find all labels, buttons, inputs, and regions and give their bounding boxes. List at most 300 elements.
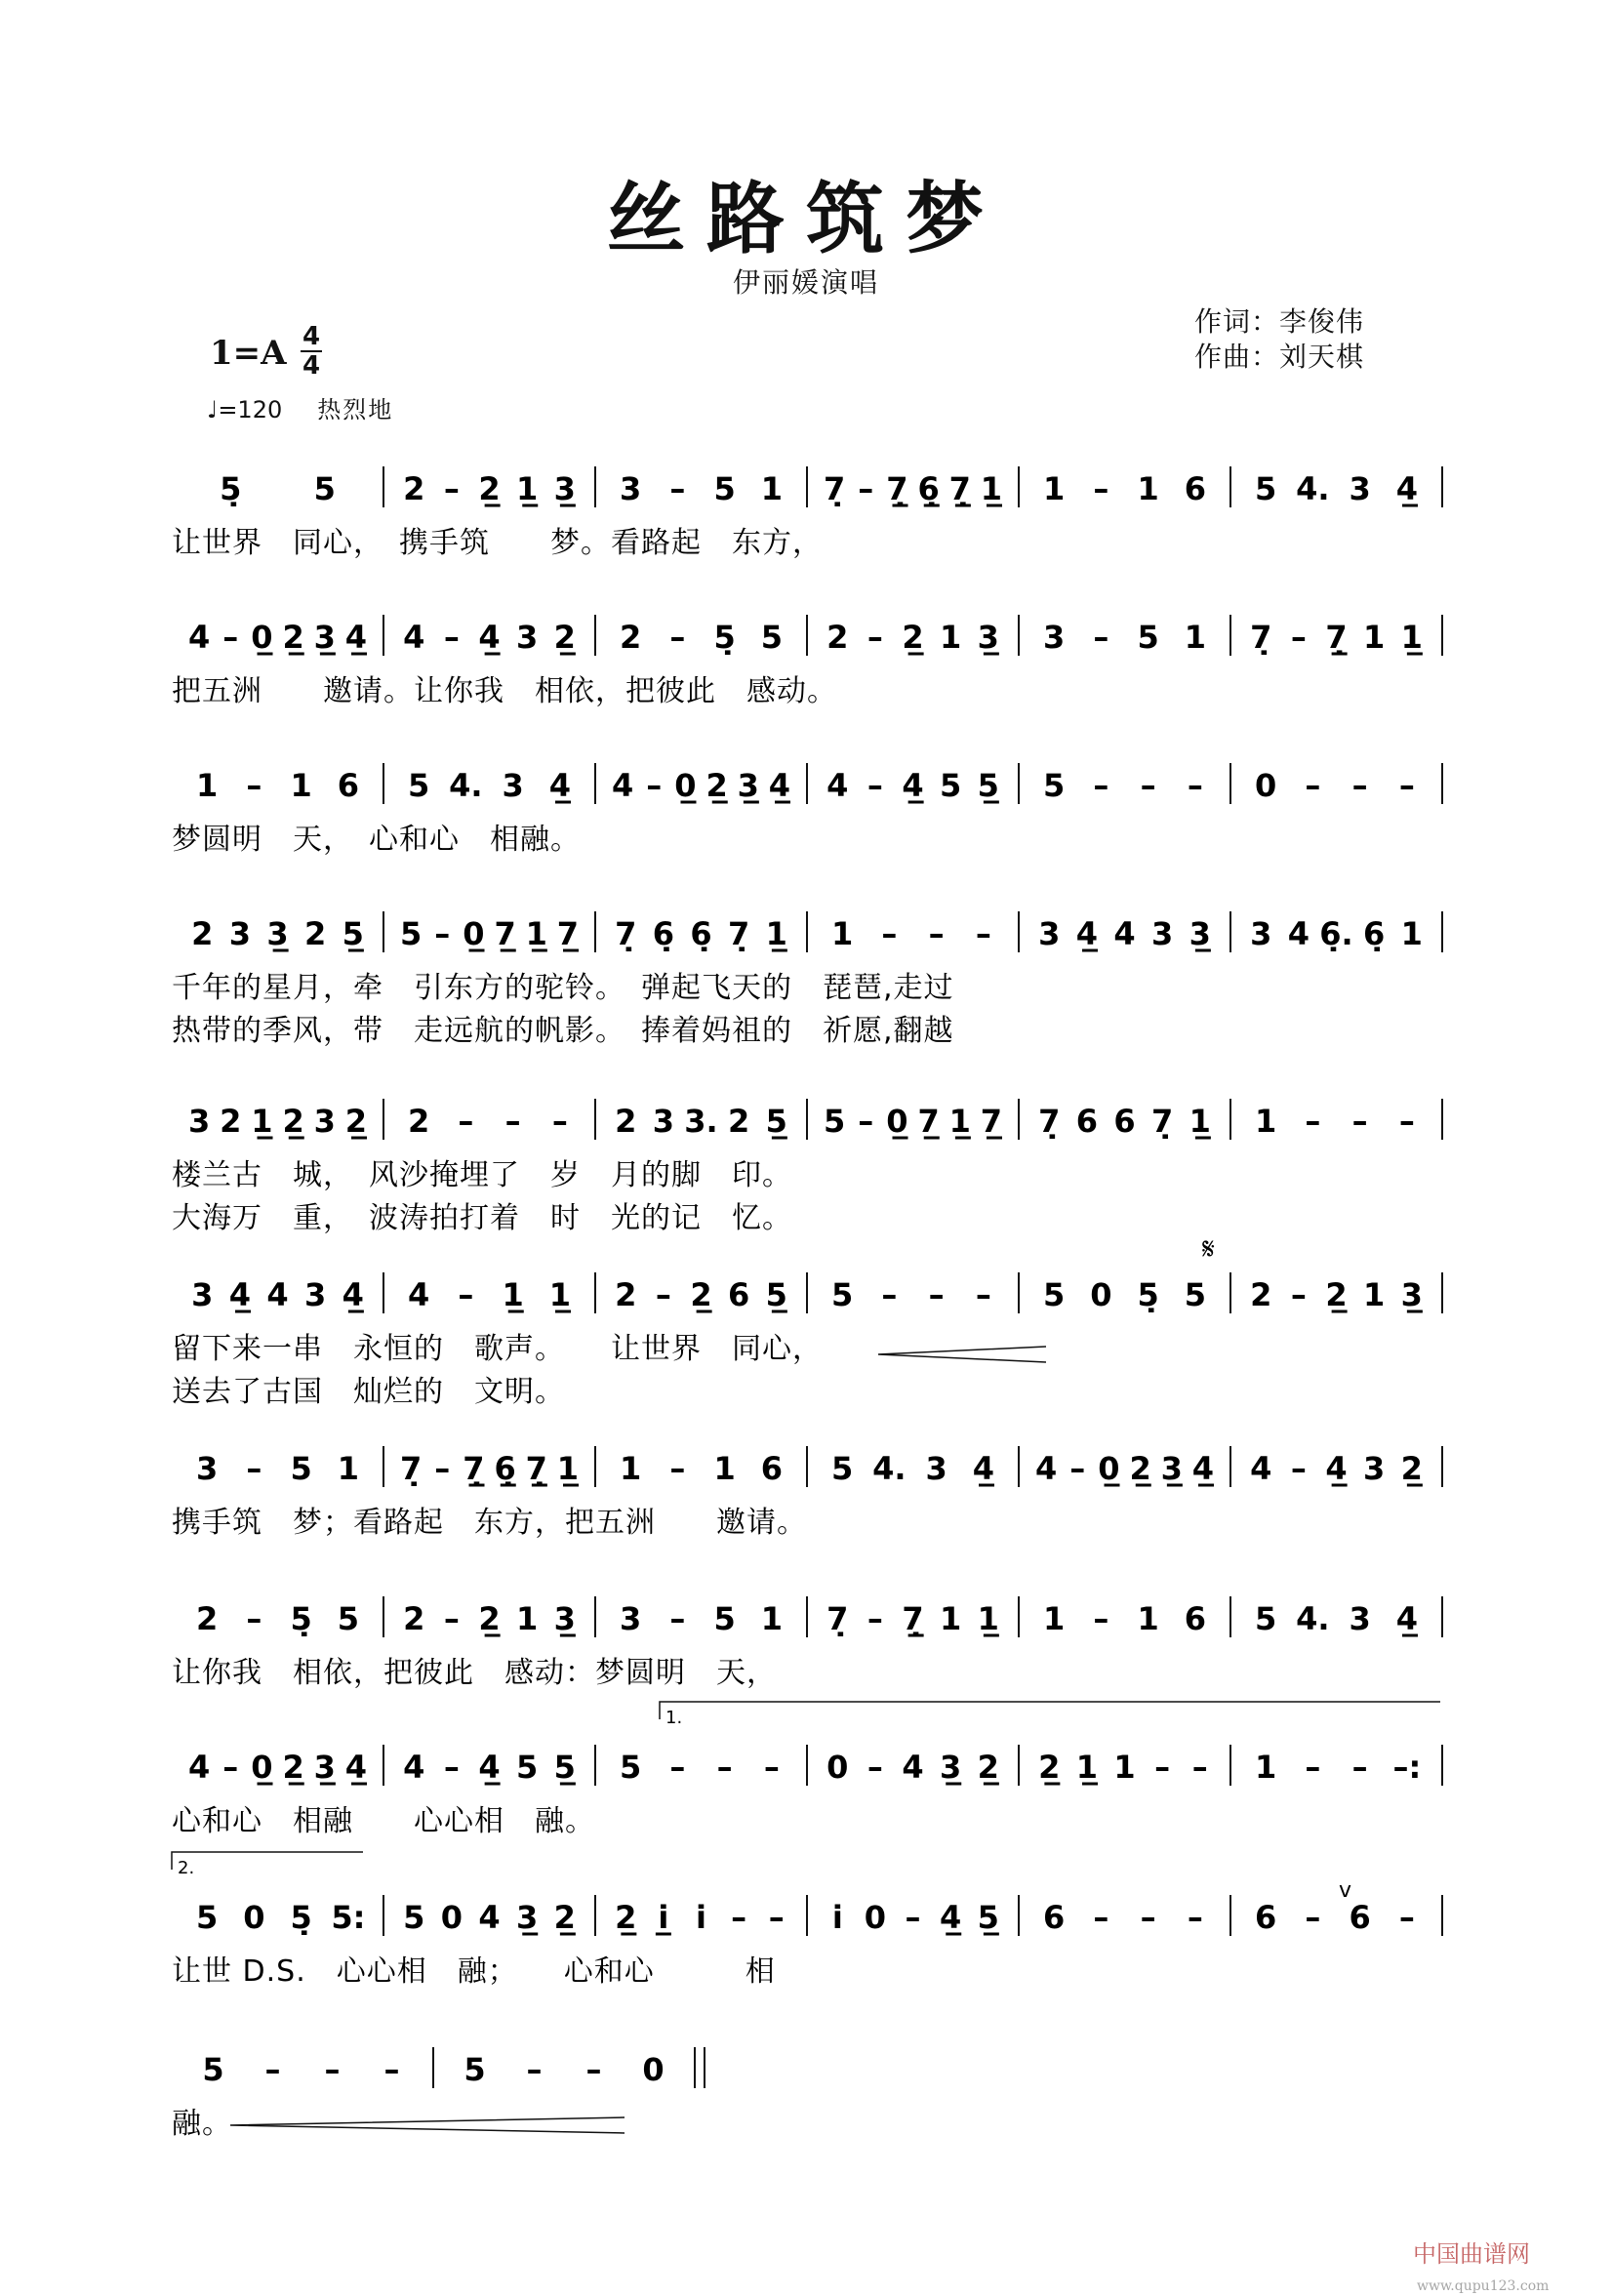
note: 6 [337, 767, 360, 804]
watermark-brand: 中国曲谱网 [1413, 2240, 1530, 2268]
note: 1 [619, 1450, 642, 1487]
note: 5 [337, 1600, 360, 1637]
note: – [1140, 1899, 1156, 1936]
note: 4̲ [228, 1276, 252, 1313]
note: 2 [407, 1103, 430, 1140]
note: 4 [902, 1749, 924, 1786]
note: 2 [1250, 1276, 1272, 1313]
note: 5̣ [290, 1600, 312, 1637]
note: 6̲̣ [494, 1450, 516, 1487]
note: 1 [713, 1450, 736, 1487]
note: 5 [823, 1103, 846, 1140]
note: 1̲ [502, 1276, 524, 1313]
volta-bracket [172, 1852, 363, 1870]
note: 5̣ [290, 1899, 312, 1936]
lyric-line: 留下来一串 永恒的 歌声。 让世界 同心， [172, 1332, 823, 1366]
note: 2 [619, 619, 642, 656]
note: 1 [515, 1600, 539, 1637]
note: – [526, 2051, 543, 2088]
key-signature: 1=A [210, 334, 287, 373]
note: 1 [1400, 915, 1423, 952]
note: 5 [403, 1899, 425, 1936]
note: 3̲ [1189, 915, 1211, 952]
tempo-value: ♩=120 [207, 396, 283, 423]
note: 4 [1287, 915, 1310, 952]
note: 3 [925, 1450, 947, 1487]
note: 4̲ [1191, 1450, 1215, 1487]
note: 3 [195, 1450, 219, 1487]
note: 7̣ [399, 1450, 423, 1487]
lyric-line: 心和心 相融 心心相 融。 [172, 1804, 595, 1838]
note: 4 [1034, 1450, 1058, 1487]
note: 7̲ [917, 1103, 940, 1140]
note: 0̲ [886, 1103, 908, 1140]
note: 0̲ [674, 767, 697, 804]
lyric-line: 让你我 相依，把彼此 感动：梦圆明 天， [172, 1656, 777, 1690]
note: – [1305, 1899, 1321, 1936]
note: – [1290, 1450, 1307, 1487]
note: i [831, 1899, 843, 1936]
note: 7̲ [980, 1103, 1003, 1140]
note: 2 [220, 1103, 242, 1140]
composer-credit: 作曲：刘天棋 [1194, 341, 1365, 373]
note: 6 [1075, 1103, 1099, 1140]
note: 4 [403, 619, 425, 656]
note: 1̲ [556, 1450, 580, 1487]
note: 2̲ [282, 619, 304, 656]
note: – [1093, 1899, 1109, 1936]
lyric-line: 千年的星月，牵 引东方的驼铃。 弹起飞天的 琵琶,走过 [172, 971, 954, 1005]
note: 2̲ [282, 1103, 304, 1140]
note: 1 [1137, 470, 1159, 507]
time-signature-top: 4 [302, 322, 321, 351]
note: 4̲ [1325, 1450, 1348, 1487]
volta-number: 2. [178, 1858, 195, 1878]
note: 5 [313, 470, 336, 507]
note: – [434, 1450, 451, 1487]
note: 5̣ [220, 470, 242, 507]
note: – [905, 1899, 921, 1936]
note: 5 [1254, 470, 1277, 507]
note: 2̲ [553, 619, 576, 656]
note: 2 [727, 1103, 750, 1140]
note: 4. [449, 767, 483, 804]
note: 1 [830, 915, 854, 952]
note: 5 [760, 619, 784, 656]
note: 7̣ [1250, 619, 1272, 656]
note: 7̲̣ [1325, 619, 1348, 656]
note: 5 [463, 2051, 486, 2088]
note: – [1398, 767, 1415, 804]
note: 4̲ [478, 619, 501, 656]
note: 1 [1042, 470, 1066, 507]
lyric-line: 携手筑 梦；看路起 东方，把五洲 邀请。 [172, 1506, 807, 1540]
note: – [669, 1600, 686, 1637]
lyric-line: 热带的季风，带 走远航的帆影。 捧着妈祖的 祈愿,翻越 [172, 1014, 954, 1048]
note: 4̲ [768, 767, 791, 804]
note: 4 [187, 1749, 211, 1786]
note: 2 [303, 915, 327, 952]
note: 2̲ [615, 1899, 637, 1936]
note: 3̲ [553, 1600, 576, 1637]
note: 2 [403, 1600, 425, 1637]
note: 4 [1250, 1450, 1272, 1487]
note: 3 [303, 1276, 327, 1313]
note: 2̲ [690, 1276, 712, 1313]
note: 6̣ [652, 915, 675, 952]
note: – [928, 915, 945, 952]
note: – [443, 1600, 460, 1637]
note: 6 [760, 1450, 784, 1487]
segno-sign: 𝄋 [1202, 1232, 1215, 1267]
note: i̲ [658, 1899, 669, 1936]
note: 3̲ [553, 470, 576, 507]
note: 1 [290, 767, 312, 804]
note: – [975, 1276, 991, 1313]
note: 6 [1184, 1600, 1207, 1637]
note: 5̲ [765, 1103, 787, 1140]
note: 1̲ [515, 470, 539, 507]
note: – [669, 1749, 686, 1786]
note: 3̲ [737, 767, 759, 804]
note: – [731, 1899, 747, 1936]
note: 3̲ [977, 619, 999, 656]
note: – [655, 1276, 671, 1313]
note: 6̣ [690, 915, 712, 952]
note: – [1351, 767, 1368, 804]
note: 0̲ [251, 619, 273, 656]
note: 7̣ [826, 1600, 849, 1637]
note: 5̲ [553, 1749, 576, 1786]
note: – [551, 1103, 568, 1140]
note: 1 [1362, 1276, 1386, 1313]
note: – [1351, 1103, 1368, 1140]
note: 0̲ [1098, 1450, 1120, 1487]
note: 5 [1042, 767, 1066, 804]
note: 7̲̣ [463, 1450, 485, 1487]
note: 0 [1090, 1276, 1112, 1313]
note: 5̣ [1137, 1276, 1159, 1313]
note: 4̲ [344, 619, 368, 656]
note: 7̣ [615, 915, 637, 952]
expression-marking: 热烈地 [317, 396, 394, 423]
note: 1̲ [1075, 1749, 1099, 1786]
note: 0 [826, 1749, 849, 1786]
note: 3 [502, 767, 524, 804]
note: 3̲ [266, 915, 289, 952]
note: 3 [1362, 1450, 1386, 1487]
lyricist-credit: 作词：李俊伟 [1194, 305, 1365, 338]
note: 1̲ [1189, 1103, 1211, 1140]
note: – [1351, 1749, 1368, 1786]
note: 5̣ [713, 619, 736, 656]
note: 5 [713, 470, 736, 507]
note: 3 [1349, 1600, 1371, 1637]
note: 1 [1137, 1600, 1159, 1637]
note: 5: [331, 1899, 366, 1936]
note: – [434, 915, 451, 952]
note: 6̣ [1362, 915, 1386, 952]
note: 0 [642, 2051, 665, 2088]
note: 3̲ [313, 619, 336, 656]
note: 7̣ [1150, 1103, 1174, 1140]
note: 5 [939, 767, 962, 804]
note: 7̲̣ [948, 470, 971, 507]
note: – [1069, 1450, 1086, 1487]
note: – [458, 1103, 474, 1140]
note: 5 [619, 1749, 642, 1786]
note: i [696, 1899, 706, 1936]
note: 2 [195, 1600, 219, 1637]
note: 2̲ [1325, 1276, 1348, 1313]
note: 0 [440, 1899, 463, 1936]
note: 6 [1042, 1899, 1066, 1936]
note: 1 [760, 1600, 784, 1637]
note: 5 [1184, 1276, 1207, 1313]
note: 4̲ [1075, 915, 1099, 952]
note: – [264, 2051, 281, 2088]
singer-credit: 伊丽媛演唱 [732, 266, 879, 299]
decrescendo-hairpin [230, 2117, 625, 2133]
note: 3 [619, 470, 642, 507]
note: 3̲ [939, 1749, 962, 1786]
note: –: [1392, 1749, 1422, 1786]
time-signature-bottom: 4 [302, 351, 321, 381]
note: – [1187, 1899, 1203, 1936]
lyric-line: 把五洲 邀请。让你我 相依，把彼此 感动。 [172, 674, 837, 708]
note: 5 [830, 1450, 854, 1487]
note: 4̲ [548, 767, 572, 804]
note: – [1140, 767, 1156, 804]
note: 1 [1254, 1749, 1277, 1786]
note: 2̲ [478, 1600, 501, 1637]
note: – [246, 1600, 262, 1637]
note: 0 [1254, 767, 1277, 804]
note: 3̲ [1400, 1276, 1423, 1313]
note: 5 [1042, 1276, 1066, 1313]
note: – [585, 2051, 602, 2088]
note: 3 [1038, 915, 1061, 952]
note: 3 [1349, 470, 1371, 507]
note: 3 [1150, 915, 1174, 952]
note: 6 [1349, 1899, 1371, 1936]
note: 2 [615, 1276, 637, 1313]
note: – [1093, 1600, 1109, 1637]
note: – [504, 1103, 521, 1140]
note: 5 [407, 767, 430, 804]
song-title: 丝路筑梦 [607, 173, 1005, 264]
note: – [1398, 1899, 1415, 1936]
note: 7̣ [727, 915, 750, 952]
note: 1̲ [980, 470, 1003, 507]
note: 2̲ [1038, 1749, 1061, 1786]
note: 4̲ [972, 1450, 995, 1487]
note: – [866, 767, 883, 804]
note: 1 [939, 619, 962, 656]
note: 2̲ [1400, 1450, 1423, 1487]
note: 4. [1296, 470, 1330, 507]
note: 4̲ [342, 1276, 364, 1313]
note: 3 [1250, 915, 1272, 952]
note: 3 [191, 1276, 214, 1313]
note: 3̲ [515, 1899, 539, 1936]
note: – [881, 1276, 898, 1313]
note: – [768, 1899, 785, 1936]
note: 5 [195, 1899, 219, 1936]
note: 2̲ [977, 1749, 999, 1786]
note: 2̲ [478, 470, 501, 507]
note: 1̲ [765, 915, 787, 952]
note: 4̲ [1395, 470, 1419, 507]
note: 4̲ [344, 1749, 368, 1786]
note: – [1290, 619, 1307, 656]
note: 7̲̣ [886, 470, 908, 507]
lyric-line: 融。 [172, 2107, 232, 2141]
note: 1 [1254, 1103, 1277, 1140]
note: 1 [1184, 619, 1207, 656]
note: – [928, 1276, 945, 1313]
note: – [866, 1749, 883, 1786]
note: – [881, 915, 898, 952]
note: – [443, 1749, 460, 1786]
note: 5 [399, 915, 423, 952]
note: 1̲ [948, 1103, 971, 1140]
note: – [646, 767, 663, 804]
notes [188, 470, 1423, 2088]
note: – [763, 1749, 780, 1786]
note: 1̲ [1400, 619, 1423, 656]
note: – [458, 1276, 474, 1313]
note: 4̲ [478, 1749, 501, 1786]
note: 4 [403, 1749, 425, 1786]
note: 4̲ [902, 767, 924, 804]
note: 6 [1184, 470, 1207, 507]
lyric-line: 让世 D.S. 心心相 融； 心和心 相 [172, 1954, 776, 1989]
note: 2 [615, 1103, 637, 1140]
note: 6̣. [1319, 915, 1353, 952]
note: 1̲ [251, 1103, 273, 1140]
note: – [1093, 619, 1109, 656]
note: – [866, 619, 883, 656]
note: 5̲ [342, 915, 364, 952]
note: 2̲ [1129, 1450, 1151, 1487]
note: – [1154, 1749, 1171, 1786]
note: 3 [313, 1103, 336, 1140]
note: 1̲ [525, 915, 547, 952]
note: 2̲ [902, 619, 924, 656]
lyric-line: 送去了古国 灿烂的 文明。 [172, 1375, 565, 1409]
note: – [1290, 1276, 1307, 1313]
note: – [669, 1450, 686, 1487]
note: 1 [1362, 619, 1386, 656]
note: 4 [187, 619, 211, 656]
note: 3 [652, 1103, 675, 1140]
watermark [1413, 2235, 1612, 2296]
volta-number: 1. [665, 1708, 683, 1728]
note: 2 [826, 619, 849, 656]
lyric-line: 楼兰古 城， 风沙掩埋了 岁 月的脚 印。 [172, 1158, 792, 1192]
note: 5 [1254, 1600, 1277, 1637]
note: 4 [611, 767, 634, 804]
note: 5̲ [977, 1899, 999, 1936]
note: 6 [1113, 1103, 1136, 1140]
note: 3 [515, 619, 539, 656]
note: 7̲̣ [525, 1450, 547, 1487]
note: 7̲̣ [902, 1600, 924, 1637]
note: 4 [407, 1276, 430, 1313]
note: – [669, 470, 686, 507]
note: – [246, 1450, 262, 1487]
note: 1 [1113, 1749, 1136, 1786]
note: 1 [760, 470, 784, 507]
note: 1̲ [548, 1276, 572, 1313]
note: 4̲ [1395, 1600, 1419, 1637]
note: 2̲ [282, 1749, 304, 1786]
note: 5̲ [977, 767, 999, 804]
note: – [975, 915, 991, 952]
note: 2̲ [705, 767, 728, 804]
note: 3 [1042, 619, 1066, 656]
note: 0̲ [251, 1749, 273, 1786]
note: – [1093, 470, 1109, 507]
note: 4 [1113, 915, 1136, 952]
note: 0 [243, 1899, 265, 1936]
note: 7̲ [556, 915, 580, 952]
note: 6 [1254, 1899, 1277, 1936]
lyric-line: 让世界 同心， 携手筑 梦。看路起 东方， [172, 526, 823, 560]
note: 5 [290, 1450, 312, 1487]
lyric-line: 大海万 重， 波涛拍打着 时 光的记 忆。 [172, 1201, 792, 1235]
note: 1 [337, 1450, 360, 1487]
note: 6 [727, 1276, 750, 1313]
decrescendo-hairpin [878, 1347, 1046, 1362]
note: – [246, 767, 262, 804]
note: 3. [684, 1103, 718, 1140]
note: – [1305, 1749, 1321, 1786]
note: – [443, 619, 460, 656]
breath-mark: v [1339, 1878, 1352, 1903]
note: – [1305, 1103, 1321, 1140]
note: – [222, 1749, 239, 1786]
note: – [222, 619, 239, 656]
note: 3̲ [1160, 1450, 1183, 1487]
note: – [669, 619, 686, 656]
note: 1 [1042, 1600, 1066, 1637]
note: 6̲̣ [917, 470, 940, 507]
note: 1 [939, 1600, 962, 1637]
note: 5 [515, 1749, 539, 1786]
note: – [858, 470, 874, 507]
note: 4̲ [939, 1899, 962, 1936]
note: 0 [864, 1899, 887, 1936]
note: 3 [228, 915, 252, 952]
note: – [383, 2051, 400, 2088]
note: 2̲ [553, 1899, 576, 1936]
note: 3 [619, 1600, 642, 1637]
note: 5 [713, 1600, 736, 1637]
barlines [383, 466, 1442, 2088]
note: 5̲ [765, 1276, 787, 1313]
note: 5 [830, 1276, 854, 1313]
note: 7̲ [494, 915, 516, 952]
note: – [858, 1103, 874, 1140]
note: 4. [872, 1450, 907, 1487]
note: 0̲ [463, 915, 485, 952]
note: 4. [1296, 1600, 1330, 1637]
note: 1̲ [977, 1600, 999, 1637]
note: 5 [1137, 619, 1159, 656]
note: – [324, 2051, 341, 2088]
